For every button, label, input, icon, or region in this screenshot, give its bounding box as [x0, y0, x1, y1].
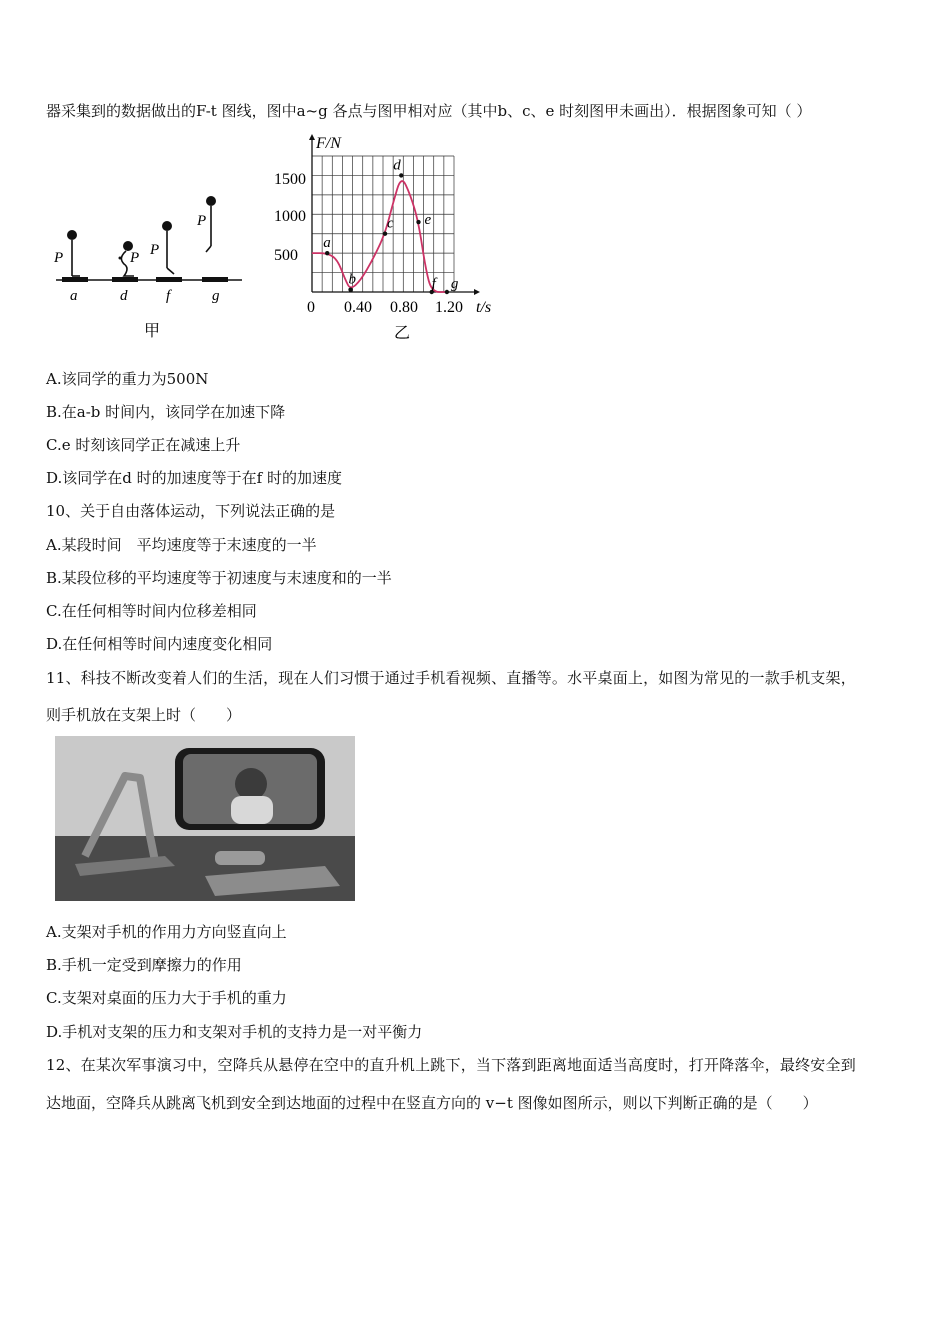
x-tick-label-1.20: 1.20 — [435, 299, 463, 316]
data-point-d — [399, 173, 403, 177]
x-tick-label-0.80: 0.80 — [390, 299, 418, 316]
plate-a — [62, 277, 88, 282]
x-axis-arrow — [474, 289, 480, 295]
figure-f-rising — [162, 221, 174, 274]
p-label-a: P — [54, 250, 64, 266]
data-point-e — [416, 220, 420, 224]
q11-option-c: C.支架对桌面的压力大于手机的重力 — [46, 989, 287, 1007]
position-label-f: f — [166, 288, 171, 304]
data-point-label-c: c — [387, 215, 394, 232]
y-tick-label-1500: 1500 — [274, 171, 306, 188]
x-tick-label-0.40: 0.40 — [344, 299, 372, 316]
data-point-g — [445, 290, 449, 294]
q11-stem-line2: 则手机放在支架上时（ ） — [46, 706, 242, 724]
data-point-label-f: f — [431, 276, 436, 292]
q10-option-d: D.在任何相等时间内速度变化相同 — [46, 635, 273, 653]
data-point-label-e: e — [424, 212, 432, 229]
q11-option-a: A.支架对手机的作用力方向竖直向上 — [46, 923, 287, 941]
q11-option-d: D.手机对支架的压力和支架对手机的支持力是一对平衡力 — [46, 1023, 423, 1041]
phone-stand-photo — [55, 736, 355, 901]
figure-jia — [46, 188, 256, 348]
position-label-a: a — [70, 288, 78, 304]
q10-option-b: B.某段位移的平均速度等于初速度与末速度和的一半 — [46, 569, 392, 587]
q10-option-c: C.在任何相等时间内位移差相同 — [46, 602, 257, 620]
figure-yi-chart — [262, 132, 512, 342]
q12-stem-line1: 12、在某次军事演习中，空降兵从悬停在空中的直升机上跳下，当下落到距离地面适当高度时，打开降落伞，最终安全到 — [46, 1056, 856, 1074]
data-point-label-a: a — [323, 235, 331, 252]
data-point-b — [348, 287, 352, 291]
q10-stem: 10、关于自由落体运动，下列说法正确的是 — [46, 502, 336, 520]
y-tick-label-1000: 1000 — [274, 208, 306, 225]
q12-stem-line2: 达地面，空降兵从跳离飞机到安全到达地面的过程中在竖直方向的 v−t 图像如图所示，则以下判断正确的是（ ） — [46, 1094, 818, 1112]
data-point-label-g: g — [450, 276, 459, 292]
q9-option-c: C.e 时刻该同学正在减速上升 — [46, 436, 241, 454]
p-label-f: P — [150, 242, 160, 258]
p-label-g: P — [197, 213, 207, 229]
q9-option-b: B.在a-b 时间内，该同学在加速下降 — [46, 403, 286, 421]
data-point-c — [383, 232, 387, 236]
plate-g — [202, 277, 228, 282]
q9-option-d: D.该同学在d 时的加速度等于在f 时的加速度 — [46, 469, 342, 487]
y-axis-arrow — [309, 134, 315, 140]
figure-yi-caption: 乙 — [394, 323, 411, 342]
plate-d — [112, 277, 138, 282]
q10-option-a: A.某段时间 平均速度等于末速度的一半 — [46, 536, 317, 554]
data-point-label-b: b — [348, 271, 357, 288]
q9-option-a: A.该同学的重力为500N — [46, 370, 209, 388]
figure-jia-caption: 甲 — [144, 321, 161, 340]
figure-g-airborne — [206, 196, 216, 252]
p-label-d: P — [130, 250, 140, 266]
data-point-a — [325, 251, 329, 255]
x-axis-label: t/s — [476, 299, 492, 316]
y-tick-label-500: 500 — [274, 247, 298, 264]
q11-option-b: B.手机一定受到摩擦力的作用 — [46, 956, 242, 974]
y-axis-label: F/N — [316, 135, 341, 152]
figure-a-standing — [67, 230, 80, 276]
plate-f — [156, 277, 182, 282]
chart-grid — [312, 156, 454, 292]
position-label-g: g — [212, 288, 220, 304]
data-point-label-d: d — [393, 157, 401, 174]
position-label-d: d — [120, 288, 128, 304]
question9-stem-continuation: 器采集到的数据做出的F-t 图线，图中a~g 各点与图甲相对应（其中b、c、e 时刻图甲未画出）．根据图象可知（ ） — [46, 102, 812, 120]
origin-label: 0 — [307, 299, 315, 316]
q11-stem-line1: 11、科技不断改变着人们的生活，现在人们习惯于通过手机看视频、直播等。水平桌面上，如图为常见的一款手机支架， — [46, 669, 856, 687]
